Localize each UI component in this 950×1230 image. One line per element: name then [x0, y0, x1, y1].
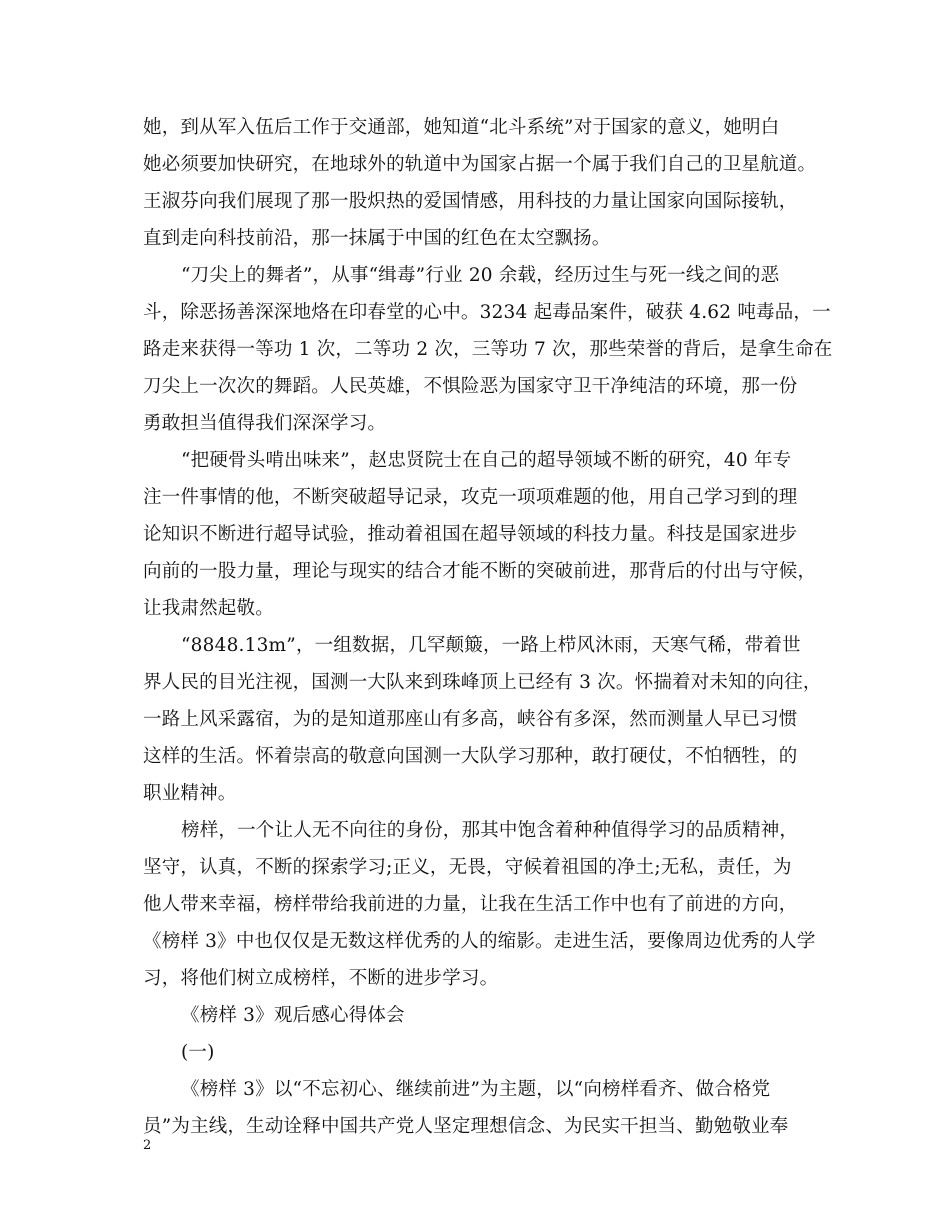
- text-line: 习，将他们树立成榜样，不断的进步学习。: [143, 968, 499, 989]
- text-line: 她必须要加快研究，在地球外的轨道中为国家占据一个属于我们自己的卫星航道。: [143, 154, 817, 175]
- section-heading: 《榜样 3》观后感心得体会: [181, 1005, 405, 1026]
- text-line: 坚守，认真，不断的探索学习;正义，无畏，守候着祖国的净土;无私，责任，为: [143, 857, 792, 878]
- text-line: 路走来获得一等功 1 次，二等功 2 次，三等功 7 次，那些荣誉的背后，是拿生命在: [143, 339, 833, 360]
- text-line: 《榜样 3》中也仅仅是无数这样优秀的人的缩影。走进生活，要像周边优秀的人学: [143, 931, 816, 952]
- text-line: 注一件事情的他，不断突破超导记录，攻克一项项难题的他，用自己学习到的理: [143, 487, 798, 508]
- text-line: “刀尖上的舞者”，从事“缉毒”行业 20 余载，经历过生与死一线之间的恶: [181, 265, 780, 286]
- text-line: 他人带来幸福，榜样带给我前进的力量，让我在生活工作中也有了前进的方向，: [143, 894, 798, 915]
- section-subheading: (一): [181, 1042, 215, 1063]
- text-line: 刀尖上一次次的舞蹈。人民英雄，不惧险恶为国家守卫干净纯洁的环境，那一份: [143, 376, 798, 397]
- text-line: 王淑芬向我们展现了那一股炽热的爱国情感，用科技的力量让国家向国际接轨，: [143, 191, 798, 212]
- text-line: 向前的一股力量，理论与现实的结合才能不断的突破前进，那背后的付出与守候，: [143, 561, 817, 582]
- page-number: 2: [143, 1138, 152, 1153]
- text-line: 勇敢担当值得我们深深学习。: [143, 413, 387, 434]
- text-line: 她，到从军入伍后工作于交通部，她知道“北斗系统”对于国家的意义，她明白: [143, 117, 780, 138]
- text-line: 《榜样 3》以“不忘初心、继续前进”为主题，以“向榜样看齐、做合格党: [181, 1079, 771, 1100]
- text-line: 界人民的目光注视，国测一大队来到珠峰顶上已经有 3 次。怀揣着对未知的向往，: [143, 672, 822, 693]
- text-line: 一路上风采露宿，为的是知道那座山有多高，峡谷有多深，然而测量人早已习惯: [143, 709, 798, 730]
- text-line: “8848.13m”，一组数据，几罕颠簸，一路上栉风沐雨，天寒气稀，带着世: [181, 635, 801, 656]
- text-line: 职业精神。: [143, 783, 237, 804]
- text-line: “把硬骨头啃出味来”，赵忠贤院士在自己的超导领域不断的研究，40 年专: [181, 450, 792, 471]
- text-line: 榜样，一个让人无不向往的身份，那其中饱含着种种值得学习的品质精神，: [181, 820, 799, 841]
- text-line: 这样的生活。怀着崇高的敬意向国测一大队学习那种，敢打硬仗，不怕牺牲，的: [143, 746, 798, 767]
- text-line: 员”为主线，生动诠释中国共产党人坚定理想信念、为民实干担当、勤勉敬业奉: [143, 1116, 789, 1137]
- text-line: 斗，除恶扬善深深地烙在印春堂的心中。3234 起毒品案件，破获 4.62 吨毒品，一: [143, 302, 831, 323]
- text-line: 让我肃然起敬。: [143, 598, 274, 619]
- text-line: 直到走向科技前沿，那一抹属于中国的红色在太空飘扬。: [143, 228, 611, 249]
- text-line: 论知识不断进行超导试验，推动着祖国在超导领域的科技力量。科技是国家进步: [143, 524, 798, 545]
